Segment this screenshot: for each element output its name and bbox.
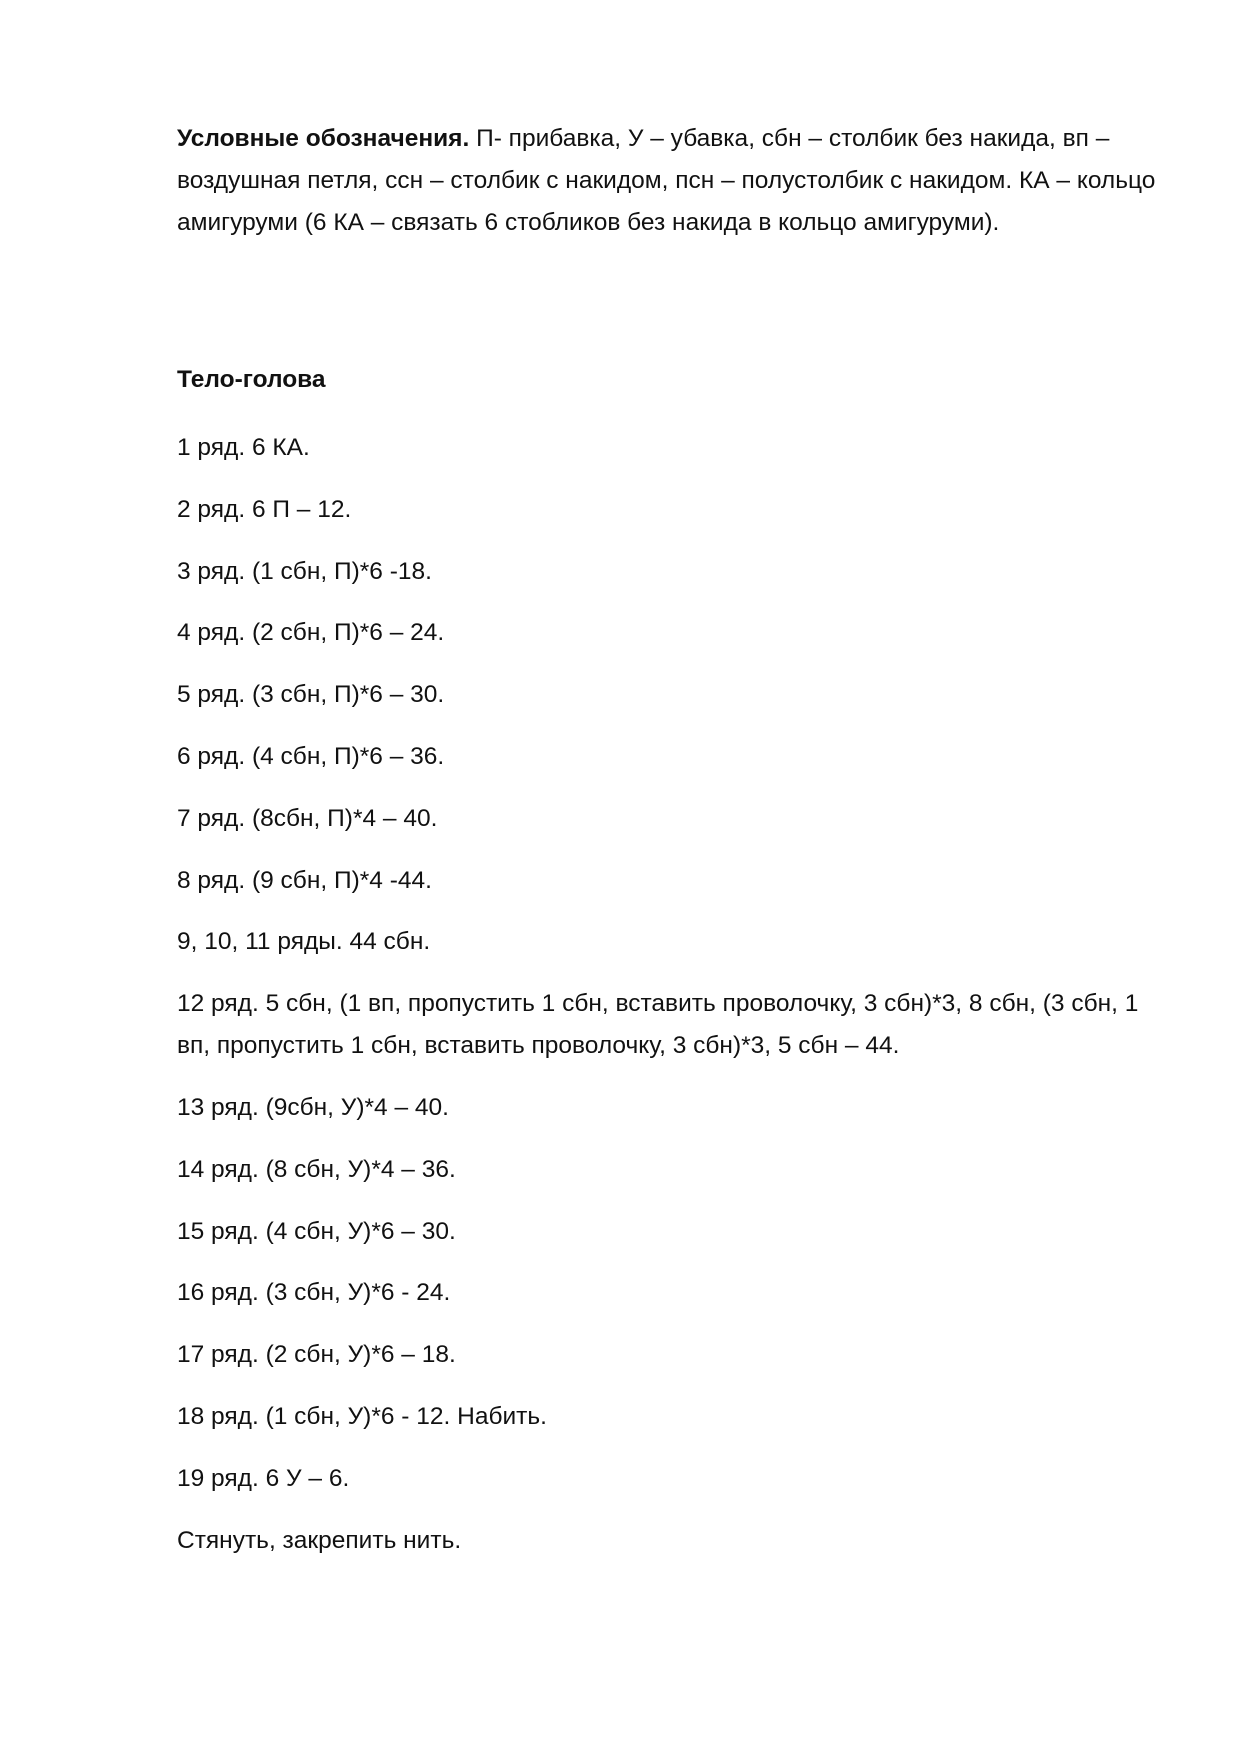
document-page	[177, 118, 1167, 1554]
section-title: Тело-голова	[177, 366, 326, 393]
row-13: 13 ряд. (9сбн, У)*4 – 40.	[177, 1093, 449, 1121]
row-3: 3 ряд. (1 сбн, П)*6 -18.	[177, 557, 432, 585]
row-5: 5 ряд. (3 сбн, П)*6 – 30.	[177, 681, 445, 709]
row-16: 16 ряд. (3 сбн, У)*6 - 24.	[177, 1279, 451, 1307]
row-6: 6 ряд. (4 сбн, П)*6 – 36.	[177, 742, 445, 770]
row-19: 19 ряд. 6 У – 6.	[177, 1464, 350, 1492]
legend-paragraph	[177, 118, 1167, 244]
legend-title: Условные обозначения.	[177, 125, 470, 152]
row-14: 14 ряд. (8 сбн, У)*4 – 36.	[177, 1155, 456, 1183]
row-7: 7 ряд. (8сбн, П)*4 – 40.	[177, 804, 438, 832]
row-4: 4 ряд. (2 сбн, П)*6 – 24.	[177, 619, 445, 647]
row-2: 2 ряд. 6 П – 12.	[177, 495, 352, 523]
row-1: 1 ряд. 6 КА.	[177, 434, 310, 461]
row-9-11: 9, 10, 11 ряды. 44 сбн.	[177, 928, 431, 956]
row-8: 8 ряд. (9 сбн, П)*4 -44.	[177, 866, 432, 894]
row-17: 17 ряд. (2 сбн, У)*6 – 18.	[177, 1341, 456, 1369]
row-18: 18 ряд. (1 сбн, У)*6 - 12. Набить.	[177, 1402, 547, 1430]
row-15: 15 ряд. (4 сбн, У)*6 – 30.	[177, 1217, 456, 1245]
row-list	[177, 427, 1167, 1581]
row-12: 12 ряд. 5 сбн, (1 вп, пропустить 1 сбн, вставить проволочку, 3 сбн)*3, 8 сбн, (3 сбн, 1 вп, пропустить 1 сбн, вставить проволочку, 3 сбн)*3, 5 сбн – 44.	[177, 990, 1139, 1060]
finish-instruction: Стянуть, закрепить нить.	[177, 1526, 462, 1554]
legend-text: П- прибавка, У – убавка, сбн – столбик без накида, вп – воздушная петля, ссн – столбик с накидом, псн – полустолбик с накидом. КА – кольцо амигуруми (6 КА – связать 6 стобликов без накида в кольцо амигуруми).	[177, 125, 1156, 236]
